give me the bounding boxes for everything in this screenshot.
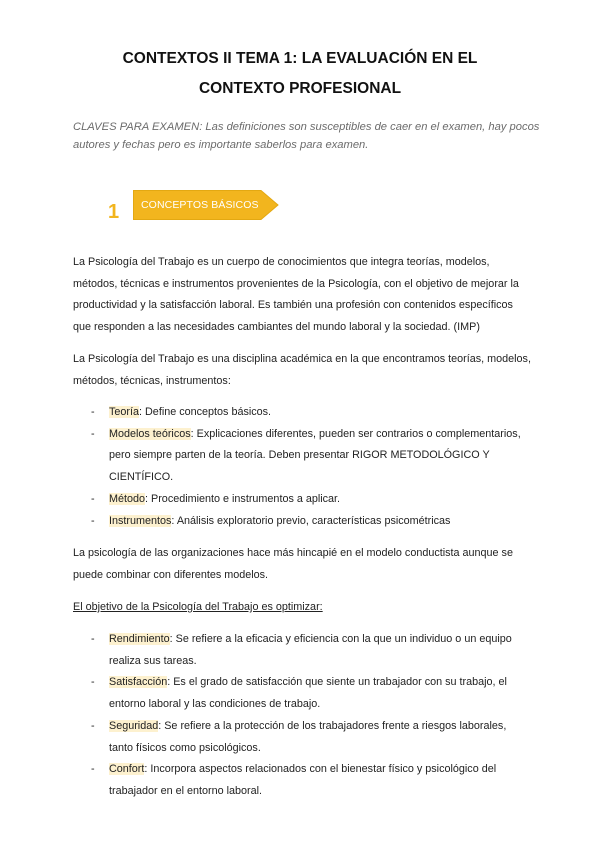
list-item <box>73 489 533 511</box>
dash-bullet: - <box>91 763 95 776</box>
highlighted-term: Seguridad <box>109 719 159 732</box>
list-item-text: : Incorpora aspectos relacionados con el bienestar físico y psicológico del trabajador en el entorno laboral. <box>109 763 497 797</box>
highlighted-term: Satisfacción <box>109 676 168 689</box>
section-label: CONCEPTOS BÁSICOS <box>141 199 259 211</box>
section-label-tag <box>133 190 279 220</box>
title-line-1: CONTEXTOS II TEMA 1: LA EVALUACIÓN EN EL <box>122 50 478 67</box>
dash-bullet: - <box>91 514 95 527</box>
objectives-list <box>73 629 533 803</box>
highlighted-term: Modelos teóricos <box>109 427 191 440</box>
list-item <box>73 402 533 424</box>
list-item-text: : Procedimiento e instrumentos a aplicar. <box>145 492 341 505</box>
paragraph-definition: La Psicología del Trabajo es un cuerpo de conocimientos que integra teorías, modelos, métodos, técnicas e instrumentos provenientes de la Psicología, con el objetivo de mejorar la productividad y la satisfacción laboral. Es también una profesión con contenidos específicos que responden a las necesidades cambiantes del mundo laboral y la sociedad. (IMP) <box>73 256 519 334</box>
dash-bullet: - <box>91 633 95 645</box>
exam-keys-note: CLAVES PARA EXAMEN: Las definiciones son susceptibles de caer en el examen, hay pocos autores y fechas pero es importante saberlos para examen. <box>73 121 540 151</box>
list-item-text: : Análisis exploratorio previo, características psicométricas <box>171 514 451 527</box>
dash-bullet: - <box>91 427 95 440</box>
list-item-text: : Define conceptos básicos. <box>139 406 272 418</box>
title-line-2: CONTEXTO PROFESIONAL <box>198 80 402 97</box>
list-item-text: : Se refiere a la eficacia y eficiencia con la que un individuo o un equipo realiza sus tareas. <box>109 633 512 667</box>
list-item <box>73 424 533 489</box>
list-item-text: : Se refiere a la protección de los trabajadores frente a riesgos laborales, tanto físicos como psicológicos. <box>109 719 507 754</box>
highlighted-term: Método <box>109 492 146 505</box>
highlighted-term: Rendimiento <box>109 633 170 645</box>
paragraph-discipline: La Psicología del Trabajo es una disciplina académica en la que encontramos teorías, modelos, métodos, técnicas, instrumentos: <box>73 353 531 387</box>
paragraph-organizations: La psicología de las organizaciones hace más hincapié en el modelo conductista aunque se puede combinar con diferentes modelos. <box>73 547 513 581</box>
highlighted-term: Confort <box>109 763 145 776</box>
highlighted-term: Instrumentos <box>109 514 172 527</box>
list-item <box>73 511 533 533</box>
dash-bullet: - <box>91 406 95 418</box>
objective-heading: El objetivo de la Psicología del Trabajo es optimizar: <box>73 601 323 613</box>
list-item-text: : Explicaciones diferentes, pueden ser contrarios o complementarios, pero siempre parten de la teoría. Deben presentar RIGOR METODOLÓGICO Y CIENTÍFICO. <box>109 427 521 484</box>
dash-bullet: - <box>91 719 95 732</box>
list-item-text: : Es el grado de satisfacción que siente un trabajador con su trabajo, el entorno laboral y las condiciones de trabajo. <box>109 676 507 711</box>
highlighted-term: Teoría <box>109 406 140 418</box>
section-number: 1 <box>108 201 120 223</box>
page-title <box>40 44 560 104</box>
list-item <box>73 672 533 715</box>
dash-bullet: - <box>91 676 95 689</box>
dash-bullet: - <box>91 492 95 505</box>
list-item <box>73 759 533 802</box>
list-item <box>73 716 533 759</box>
list-item <box>73 629 533 672</box>
concepts-list <box>73 402 533 532</box>
